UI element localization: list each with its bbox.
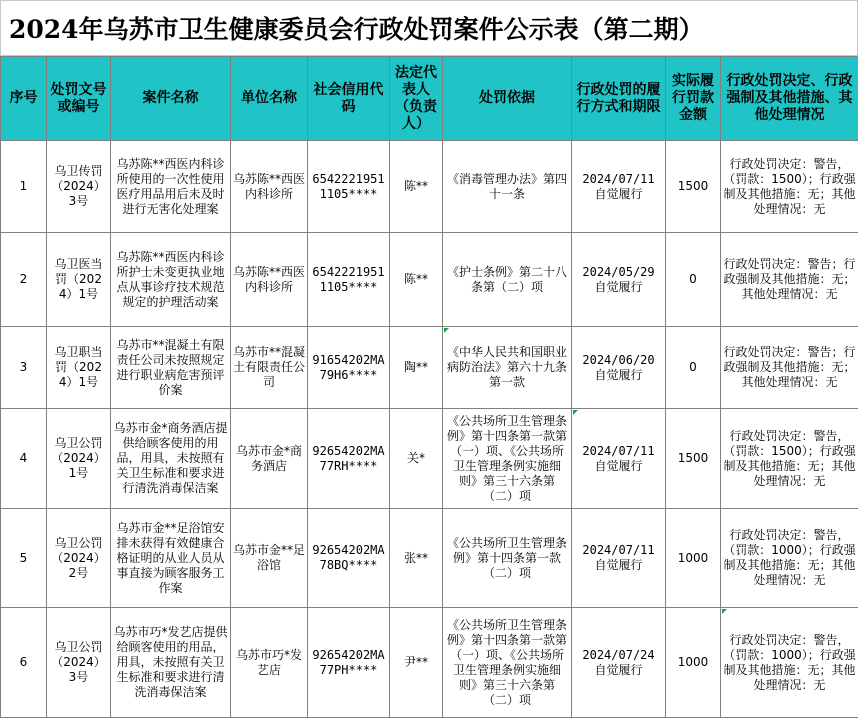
header-unit-name[interactable]: 单位名称 — [231, 57, 308, 141]
cell-basis[interactable]: 《消毒管理办法》第四十一条 — [443, 141, 572, 233]
cell-seq[interactable]: 2 — [1, 233, 47, 327]
cell-unit-name[interactable]: 乌苏陈**西医内科诊所 — [231, 233, 308, 327]
cell-decision[interactable]: 行政处罚决定：警告，（罚款：1500）；行政强制及其他措施：无；其他处理情况：无 — [721, 409, 858, 509]
cell-basis[interactable]: 《公共场所卫生管理条例》第十四条第一款（二）项 — [443, 509, 572, 608]
table-row — [1, 327, 858, 409]
cell-case-name[interactable]: 乌苏陈**西医内科诊所使用的一次性使用医疗用品用后未及时进行无害化处理案 — [111, 141, 231, 233]
header-doc-no[interactable]: 处罚文号或编号 — [47, 57, 111, 141]
cell-case-name[interactable]: 乌苏市巧*发艺店提供给顾客使用的用品，用具，未按照有关卫生标准和要求进行清洗消毒保洁案 — [111, 608, 231, 718]
sheet-title[interactable]: 2024年乌苏市卫生健康委员会行政处罚案件公示表（第二期） — [0, 0, 858, 56]
perform-method: 自觉履行 — [594, 662, 643, 677]
table-row — [1, 509, 858, 608]
cell-amount[interactable]: 1000 — [666, 608, 721, 718]
cell-doc-no[interactable]: 乌卫公罚（2024）2号 — [47, 509, 111, 608]
cell-unit-name[interactable]: 乌苏市金*商务酒店 — [231, 409, 308, 509]
cell-case-name[interactable]: 乌苏市**混凝土有限责任公司未按照规定进行职业病危害预评价案 — [111, 327, 231, 409]
header-credit-code[interactable]: 社会信用代码 — [308, 57, 390, 141]
cell-seq[interactable]: 5 — [1, 509, 47, 608]
cell-basis[interactable]: 《中华人民共和国职业病防治法》第六十九条第一款 — [443, 327, 572, 409]
cell-credit-code[interactable]: 92654202MA77PH**** — [308, 608, 390, 718]
cell-credit-code[interactable]: 91654202MA79H6**** — [308, 327, 390, 409]
cell-case-name[interactable]: 乌苏市金**足浴馆安排未获得有效健康合格证明的从业人员从事直接为顾客服务工作案 — [111, 509, 231, 608]
cell-seq[interactable]: 3 — [1, 327, 47, 409]
cell-note-marker — [444, 328, 449, 333]
cell-method-period[interactable] — [572, 141, 666, 233]
perform-method: 自觉履行 — [594, 279, 643, 294]
cell-amount[interactable]: 1500 — [666, 409, 721, 509]
cell-legal-rep[interactable]: 尹** — [390, 608, 443, 718]
table-row — [1, 233, 858, 327]
perform-date: 2024/07/24 — [582, 647, 655, 662]
header-decision[interactable]: 行政处罚决定、行政强制及其他措施、其他处理情况 — [721, 57, 858, 141]
perform-method: 自觉履行 — [594, 558, 643, 572]
cell-method-period[interactable] — [572, 409, 666, 509]
cell-method-period[interactable] — [572, 608, 666, 718]
table-row — [1, 141, 858, 233]
cell-decision[interactable]: 行政处罚决定：警告，（罚款：1500）；行政强制及其他措施：无；其他处理情况：无 — [721, 141, 858, 233]
perform-method: 自觉履行 — [594, 186, 643, 201]
cell-doc-no[interactable]: 乌卫公罚（2024）3号 — [47, 608, 111, 718]
header-row — [1, 57, 858, 141]
cell-note-marker — [573, 410, 578, 415]
header-basis[interactable]: 处罚依据 — [443, 57, 572, 141]
header-method-period[interactable]: 行政处罚的履行方式和期限 — [572, 57, 666, 141]
cell-doc-no[interactable]: 乌卫公罚（2024）1号 — [47, 409, 111, 509]
cell-seq[interactable]: 4 — [1, 409, 47, 509]
cell-seq[interactable]: 6 — [1, 608, 47, 718]
cell-method-period[interactable] — [572, 509, 666, 608]
cell-unit-name[interactable]: 乌苏市**混凝土有限责任公司 — [231, 327, 308, 409]
cell-decision[interactable]: 行政处罚决定：警告，（罚款：1000）；行政强制及其他措施：无；其他处理情况：无 — [721, 608, 858, 718]
cell-legal-rep[interactable]: 陶** — [390, 327, 443, 409]
cell-basis[interactable]: 《护士条例》第二十八条第（二）项 — [443, 233, 572, 327]
cell-amount[interactable]: 0 — [666, 233, 721, 327]
perform-date: 2024/07/11 — [582, 171, 655, 186]
cell-credit-code[interactable]: 92654202MA77RH**** — [308, 409, 390, 509]
perform-date: 2024/05/29 — [582, 264, 655, 279]
perform-date: 2024/07/11 — [582, 443, 655, 458]
perform-method: 自觉履行 — [594, 367, 643, 382]
cell-legal-rep[interactable]: 陈** — [390, 233, 443, 327]
table-row — [1, 608, 858, 718]
header-legal-rep[interactable]: 法定代表人（负责人） — [390, 57, 443, 141]
cell-case-name[interactable]: 乌苏陈**西医内科诊所护士未变更执业地点从事诊疗技术规范规定的护理活动案 — [111, 233, 231, 327]
perform-method: 自觉履行 — [594, 458, 643, 473]
penalty-table — [0, 56, 858, 718]
header-case-name[interactable]: 案件名称 — [111, 57, 231, 141]
header-amount[interactable]: 实际履行罚款金额 — [666, 57, 721, 141]
cell-doc-no[interactable]: 乌卫职当罚（2024）1号 — [47, 327, 111, 409]
cell-unit-name[interactable]: 乌苏市金**足浴馆 — [231, 509, 308, 608]
table-row — [1, 409, 858, 509]
cell-unit-name[interactable]: 乌苏市巧*发艺店 — [231, 608, 308, 718]
cell-legal-rep[interactable]: 张** — [390, 509, 443, 608]
cell-amount[interactable]: 0 — [666, 327, 721, 409]
cell-method-period[interactable] — [572, 233, 666, 327]
cell-unit-name[interactable]: 乌苏陈**西医内科诊所 — [231, 141, 308, 233]
header-seq[interactable]: 序号 — [1, 57, 47, 141]
cell-amount[interactable]: 1500 — [666, 141, 721, 233]
cell-method-period[interactable] — [572, 327, 666, 409]
cell-basis[interactable]: 《公共场所卫生管理条例》第十四条第一款第（一）项、《公共场所卫生管理条例实施细则》第三十六条第（二）项 — [443, 608, 572, 718]
perform-date: 2024/07/11 — [582, 543, 655, 557]
cell-decision[interactable]: 行政处罚决定：警告；行政强制及其他措施：无；其他处理情况：无 — [721, 233, 858, 327]
cell-legal-rep[interactable]: 陈** — [390, 141, 443, 233]
cell-doc-no[interactable]: 乌卫传罚（2024）3号 — [47, 141, 111, 233]
cell-credit-code[interactable]: 65422219511105**** — [308, 141, 390, 233]
perform-date: 2024/06/20 — [582, 352, 655, 367]
cell-case-name[interactable]: 乌苏市金*商务酒店提供给顾客使用的用品，用具，未按照有关卫生标准和要求进行清洗消毒保洁案 — [111, 409, 231, 509]
cell-credit-code[interactable]: 65422219511105**** — [308, 233, 390, 327]
cell-seq[interactable]: 1 — [1, 141, 47, 233]
cell-legal-rep[interactable]: 关* — [390, 409, 443, 509]
cell-decision[interactable]: 行政处罚决定：警告；行政强制及其他措施：无；其他处理情况：无 — [721, 327, 858, 409]
cell-doc-no[interactable]: 乌卫医当罚（2024）1号 — [47, 233, 111, 327]
cell-basis[interactable]: 《公共场所卫生管理条例》第十四条第一款第（一）项、《公共场所卫生管理条例实施细则》第三十六条第（二）项 — [443, 409, 572, 509]
cell-credit-code[interactable]: 92654202MA78BQ**** — [308, 509, 390, 608]
cell-decision[interactable]: 行政处罚决定：警告，（罚款：1000）；行政强制及其他措施：无；其他处理情况：无 — [721, 509, 858, 608]
cell-amount[interactable]: 1000 — [666, 509, 721, 608]
cell-note-marker — [722, 609, 727, 614]
